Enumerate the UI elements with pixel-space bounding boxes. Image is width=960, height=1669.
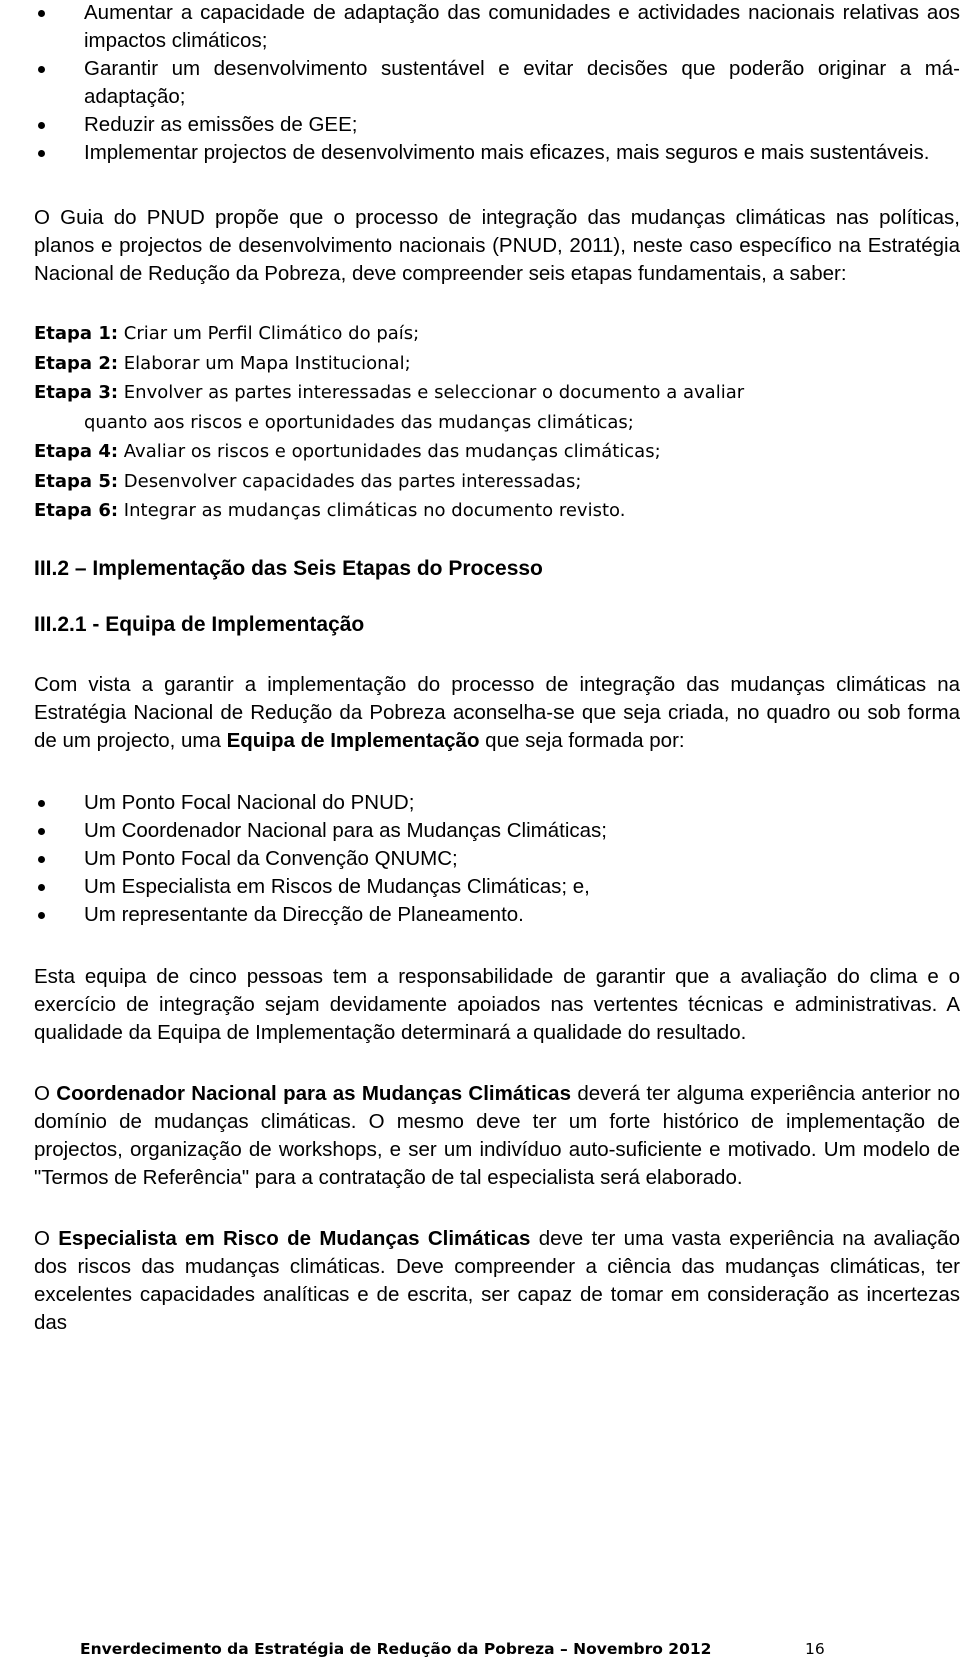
bullet-icon [38, 122, 45, 129]
list-item: Aumentar a capacidade de adaptação das comunidades e actividades nacionais relativas aos impactos climáticos; [34, 0, 960, 55]
step-item: Etapa 2: Elaborar um Mapa Institucional; [34, 352, 411, 374]
list-item: Um Ponto Focal da Convenção QNUMC; [34, 845, 960, 873]
bullet-icon [38, 884, 45, 891]
bullet-icon [38, 828, 45, 835]
list-item: Um representante da Direcção de Planeamento. [34, 901, 960, 929]
bullet-icon [38, 800, 45, 807]
intro-paragraph: O Guia do PNUD propõe que o processo de integração das mudanças climáticas nas políticas, planos e projectos de desenvolvimento nacionais (PNUD, 2011), neste caso específico na Estratégia Nacional de Redução da Pobreza, deve compreender seis etapas fundamentais, a saber: [34, 206, 960, 285]
step-item: Etapa 6: Integrar as mudanças climáticas no documento revisto. [34, 500, 626, 521]
page-footer [80, 1640, 840, 1658]
team-members-list [34, 789, 960, 929]
step-item: Etapa 5: Desenvolver capacidades das partes interessadas; [34, 470, 582, 492]
objectives-list [34, 0, 960, 167]
document-body [34, 0, 960, 1337]
step-item: Etapa 1: Criar um Perfil Climático do país; [34, 323, 420, 344]
bullet-icon [38, 912, 45, 919]
responsibility-paragraph: Esta equipa de cinco pessoas tem a responsabilidade de garantir que a avaliação do clima e o exercício de integração sejam devidamente apoiados nas vertentes técnicas e administrativas. A qualidade da Equipa de Implementação determinará a qualidade do resultado. [34, 964, 960, 1044]
step-item: Etapa 4: Avaliar os riscos e oportunidades das mudanças climáticas; [34, 441, 661, 462]
bullet-icon [38, 150, 45, 157]
coordinator-paragraph: O Coordenador Nacional para as Mudanças Climáticas deverá ter alguma experiência anterior no domínio de mudanças climáticas. O mesmo deve ter um forte histórico de implementação de projectos, organização de workshops, e ser um indivíduo auto-suficiente e motivado. Um modelo de "Termos de Referência" para a contratação de tal especialista será elaborado. [34, 1081, 960, 1189]
section-heading: III.2 – Implementação das Seis Etapas do Processo [34, 556, 543, 580]
bullet-icon [38, 10, 45, 17]
list-item: Reduzir as emissões de GEE; [34, 111, 960, 139]
list-item: Um Especialista em Riscos de Mudanças Climáticas; e, [34, 873, 960, 901]
list-item: Um Coordenador Nacional para as Mudanças Climáticas; [34, 817, 960, 845]
page-number: 16 [805, 1640, 825, 1658]
bullet-icon [38, 856, 45, 863]
list-item: Garantir um desenvolvimento sustentável e evitar decisões que poderão originar a má-adaptação; [34, 55, 960, 111]
team-paragraph: Com vista a garantir a implementação do processo de integração das mudanças climáticas na Estratégia Nacional de Redução da Pobreza aconselha-se que seja criada, no quadro ou sob forma de um projecto, uma Equipa de Implementação que seja formada por: [34, 672, 960, 752]
subsection-heading: III.2.1 - Equipa de Implementação [34, 612, 365, 636]
step-item: Etapa 3: Envolver as partes interessadas e seleccionar o documento a avaliar quanto aos riscos e oportunidades das mudanças climáticas; [34, 382, 745, 433]
list-item: Um Ponto Focal Nacional do PNUD; [34, 789, 960, 817]
specialist-paragraph: O Especialista em Risco de Mudanças Climáticas deve ter uma vasta experiência na avaliação dos riscos das mudanças climáticas. Deve compreender a ciência das mudanças climáticas, ter excelentes capacidades analíticas e de escrita, ser capaz de tomar em consideração as incertezas das [34, 1226, 960, 1334]
footer-title: Enverdecimento da Estratégia de Redução da Pobreza – Novembro 2012 [80, 1640, 712, 1658]
list-item: Implementar projectos de desenvolvimento mais eficazes, mais seguros e mais sustentáveis. [34, 139, 960, 167]
bullet-icon [38, 66, 45, 73]
steps-list [34, 319, 960, 526]
